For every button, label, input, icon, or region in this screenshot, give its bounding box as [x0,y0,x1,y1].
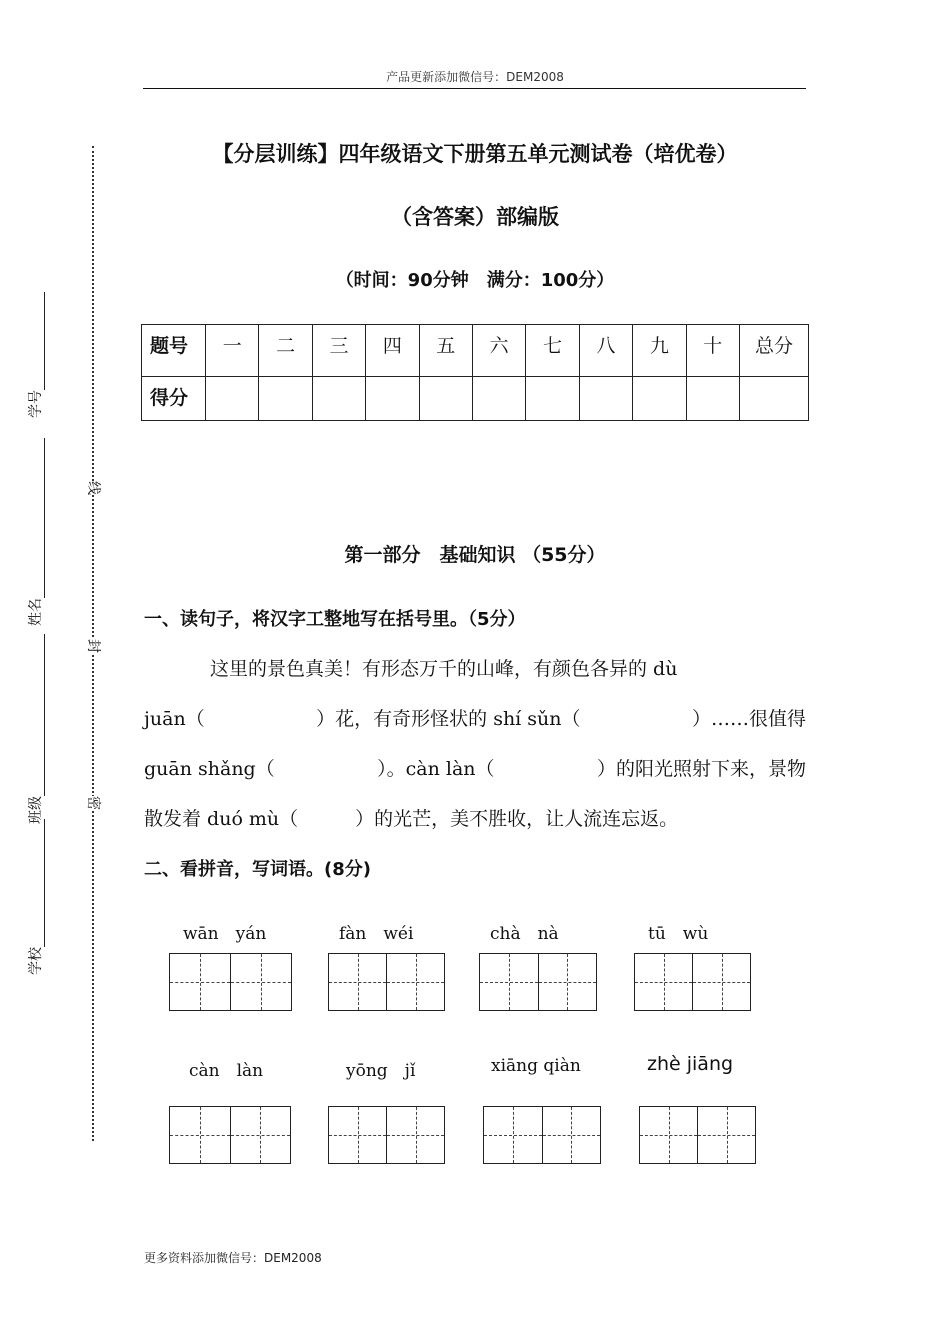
score-table [141,324,809,421]
col-8: 八 [579,325,632,377]
col-5: 五 [419,325,472,377]
passage-segment: juān（ [144,708,205,730]
col-3: 三 [312,325,365,377]
page-footer: 更多资料添加微信号：DEM2008 [144,1251,322,1265]
writing-grid[interactable] [328,1106,445,1164]
header-rule [143,88,806,89]
field-label: 学号 [28,390,44,418]
score-cell[interactable] [686,377,739,421]
pinyin-label: chà nà [490,924,559,944]
passage-segment: ）。càn làn（ [377,758,495,780]
passage-line-1: 这里的景色真美！有形态万千的山峰，有颜色各异的 dù [210,658,678,680]
pinyin-label: fàn wéi [339,924,414,944]
score-cell[interactable] [526,377,579,421]
pinyin-label: tū wù [648,924,709,944]
fill-line [44,819,45,947]
col-7: 七 [526,325,579,377]
score-cell[interactable] [633,377,686,421]
exam-title: 【分层训练】四年级语文下册第五单元测试卷（培优卷） [212,142,738,166]
field-label: 姓名 [28,598,44,626]
passage-segment: ）……很值得 [691,708,806,730]
col-9: 九 [633,325,686,377]
margin-field-name [25,438,45,626]
row-label-question-no: 题号 [142,325,206,377]
passage-line-4: 散发着 duó mù（ ）的光芒，美不胜收，让人流连忘返。 [144,808,679,830]
fill-line [44,438,45,598]
pinyin-label: wān yán [183,924,267,944]
writing-grid[interactable] [483,1106,601,1164]
exam-subtitle: （含答案）部编版 [391,205,559,229]
field-label: 班级 [28,796,44,824]
score-cell[interactable] [312,377,365,421]
score-cell[interactable] [419,377,472,421]
passage-segment: guān shǎng（ [144,758,275,780]
margin-field-school [25,819,45,975]
fill-line [44,634,45,796]
passage-segment: ）的阳光照射下来，景物 [596,758,806,780]
writing-grid[interactable] [169,953,292,1011]
passage-line-2 [144,704,806,731]
score-table-header-row [142,325,809,377]
pinyin-label: càn làn [189,1061,264,1081]
col-1: 一 [206,325,259,377]
part1-heading: 第一部分 基础知识 （55分） [344,544,606,566]
pinyin-label: yōng jǐ [346,1061,416,1081]
pinyin-label: xiāng qiàn [491,1056,581,1076]
score-cell-total[interactable] [740,377,809,421]
writing-grid[interactable] [634,953,751,1011]
score-table-score-row [142,377,809,421]
margin-field-class [25,634,45,824]
fill-line [44,292,45,390]
writing-grid[interactable] [479,953,597,1011]
writing-grid[interactable] [169,1106,291,1164]
question1-heading: 一、读句子，将汉字工整地写在括号里。（5分） [144,609,526,630]
cut-mark-xian: 线 [84,481,104,495]
score-cell[interactable] [472,377,525,421]
exam-time-score: （时间：90分钟 满分：100分） [335,270,615,291]
passage-line-3 [144,754,806,781]
col-2: 二 [259,325,312,377]
score-cell[interactable] [579,377,632,421]
cut-mark-feng: 封 [84,639,104,653]
passage-segment: ）花，有奇形怪状的 shí sǔn（ [316,708,581,730]
margin-field-student-id [25,292,45,418]
col-total: 总分 [740,325,809,377]
score-cell[interactable] [366,377,419,421]
page-header: 产品更新添加微信号：DEM2008 [386,70,564,84]
score-cell[interactable] [259,377,312,421]
col-6: 六 [472,325,525,377]
cut-mark-mi: 密 [84,796,104,810]
col-4: 四 [366,325,419,377]
col-10: 十 [686,325,739,377]
pinyin-label: zhè jiāng [647,1053,734,1075]
field-label: 学校 [28,947,44,975]
question2-heading: 二、看拼音，写词语。(8分) [144,859,371,880]
row-label-score: 得分 [142,377,206,421]
writing-grid[interactable] [328,953,445,1011]
score-cell[interactable] [206,377,259,421]
writing-grid[interactable] [639,1106,756,1164]
